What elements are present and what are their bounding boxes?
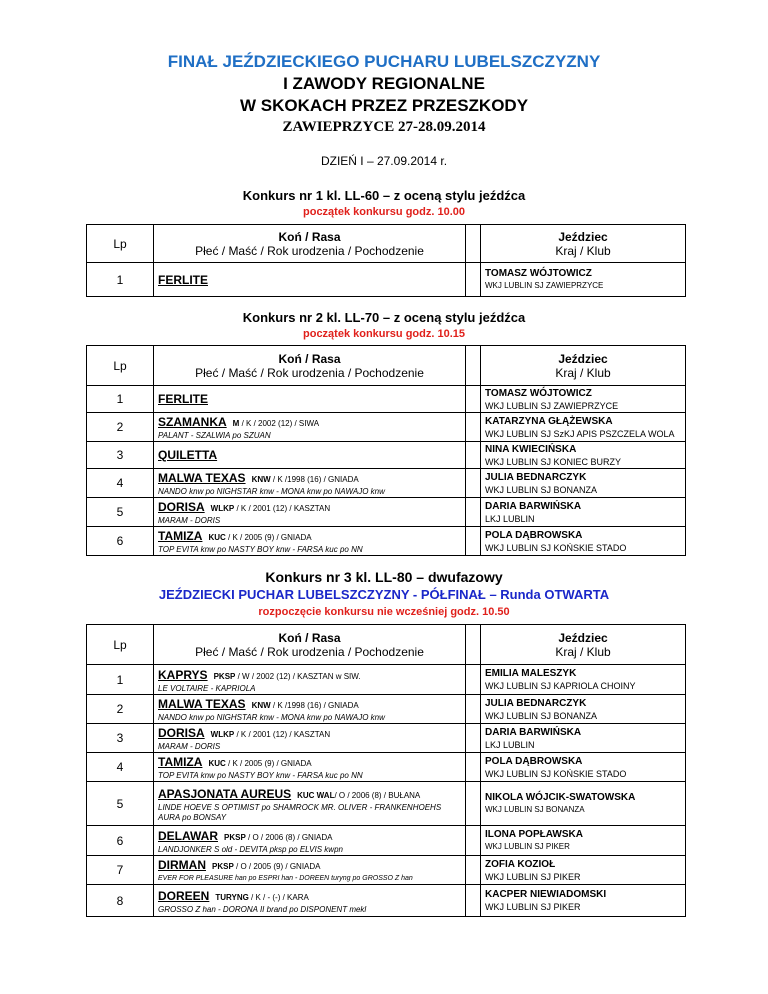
- rider-club: WKJ LUBLIN SJ ZAWIEPRZYCE: [485, 281, 604, 290]
- table-header-row: [87, 225, 686, 263]
- competition-1-title: Konkurs nr 1 kl. LL-60 – z oceną stylu jeźdźca: [242, 188, 526, 203]
- competition-3-table: [86, 624, 686, 917]
- table-row: 6 TAMIZA KUC / K / 2005 (9) / GNIADA TOP EVITA knw po NASTY BOY knw - FARSA kuc po NN POLA DĄBROWSKA WKJ LUBLIN SJ KOŃSKIE STADO: [87, 527, 686, 556]
- table-row: 8 DOREEN TURYNG / K / - (-) / KARA GROSSO Z han - DORONA II brand po DISPONENT mekl KACPER NIEWIADOMSKI WKJ LUBLIN SJ PIKER: [87, 885, 686, 917]
- title-line-3: W SKOKACH PRZEZ PRZESZKODY: [239, 96, 529, 115]
- horse-header: Koń / Rasa Płeć / Maść / Rok urodzenia / Pochodzenie: [154, 225, 466, 263]
- table-row: 1 FERLITE TOMASZ WÓJTOWICZ WKJ LUBLIN SJ ZAWIEPRZYCE: [87, 263, 686, 297]
- table-row: 5 DORISA WLKP / K / 2001 (12) / KASZTAN MARAM - DORIS DARIA BARWIŃSKA LKJ LUBLIN: [87, 498, 686, 527]
- table-row: 5 APASJONATA AUREUS KUC WAL/ O / 2006 (8) / BUŁANA LINDE HOEVE S OPTIMIST po SHAMROCK MR. OLIVER - FRANKENHOEHS AURA po BONSAY NIKOLA WÓJCIK-SWATOWSKA WKJ LUBLIN SJ BONANZA: [87, 782, 686, 826]
- table-row: 2 SZAMANKA M / K / 2002 (12) / SIWA PALANT - SZALWIA po SZUAN KATARZYNA GŁĄŻEWSKA WKJ LUBLIN SJ SzKJ APIS PSZCZELA WOLA: [87, 413, 686, 442]
- table-row: 2 MALWA TEXAS KNW / K /1998 (16) / GNIADA NANDO knw po NIGHSTAR knw - MONA knw po NAWAJO knw JULIA BEDNARCZYK WKJ LUBLIN SJ BONANZA: [87, 695, 686, 724]
- rider-name: TOMASZ WÓJTOWICZ: [485, 268, 592, 279]
- table-row: 4 MALWA TEXAS KNW / K /1998 (16) / GNIADA NANDO knw po NIGHSTAR knw - MONA knw po NAWAJO knw JULIA BEDNARCZYK WKJ LUBLIN SJ BONANZA: [87, 469, 686, 498]
- horse-name: FERLITE: [158, 272, 208, 287]
- title-line-4: ZAWIEPRZYCE 27-28.09.2014: [282, 119, 486, 135]
- competition-1-start: początek konkursu godz. 10.00: [303, 206, 465, 218]
- table-row: 7 DIRMAN PKSP / O / 2005 (9) / GNIADA EVER FOR PLEASURE han po ESPRI han - DOREEN turyng po GROSSO Z han ZOFIA KOZIOŁ WKJ LUBLIN SJ PIKER: [87, 856, 686, 885]
- title-line-1: FINAŁ JEŹDZIECKIEGO PUCHARU LUBELSZCZYZNY: [167, 52, 601, 71]
- title-line-2: I ZAWODY REGIONALNE: [283, 74, 485, 93]
- table-row: 3 DORISA WLKP / K / 2001 (12) / KASZTAN MARAM - DORIS DARIA BARWIŃSKA LKJ LUBLIN: [87, 724, 686, 753]
- lp-header: Lp: [87, 225, 154, 263]
- competition-3-title: Konkurs nr 3 kl. LL-80 – dwufazowy: [265, 569, 503, 585]
- competition-2-table: [86, 345, 686, 556]
- table-row: 1 KAPRYS PKSP / W / 2002 (12) / KASZTAN w SIW. LE VOLTAIRE - KAPRIOLA EMILIA MALESZYK WKJ LUBLIN SJ KAPRIOLA CHOINY: [87, 665, 686, 695]
- rider-header: Jeździec Kraj / Klub: [481, 225, 686, 263]
- competition-2-title: Konkurs nr 2 kl. LL-70 – z oceną stylu jeźdźca: [242, 310, 526, 325]
- table-row: 1 FERLITE TOMASZ WÓJTOWICZ WKJ LUBLIN SJ ZAWIEPRZYCE: [87, 386, 686, 413]
- table-header-row: Lp Koń / Rasa Płeć / Maść / Rok urodzenia / Pochodzenie Jeździec Kraj / Klub: [87, 346, 686, 386]
- table-row: 4 TAMIZA KUC / K / 2005 (9) / GNIADA TOP EVITA knw po NASTY BOY knw - FARSA kuc po NN POLA DĄBROWSKA WKJ LUBLIN SJ KOŃSKIE STADO: [87, 753, 686, 782]
- day-label: DZIEŃ I – 27.09.2014 r.: [320, 154, 448, 168]
- competition-3-subtitle: JEŹDZIECKI PUCHAR LUBELSZCZYZNY - PÓŁFINAŁ – Runda OTWARTA: [158, 587, 610, 602]
- table-row: 3 QUILETTA NINA KWIECIŃSKA WKJ LUBLIN SJ KONIEC BURZY: [87, 442, 686, 469]
- table-row: 6 DELAWAR PKSP / O / 2006 (8) / GNIADA LANDJONKER S old - DEVITA pksp po ELVIS kwpn ILONA POPŁAWSKA WKJ LUBLIN SJ PIKER: [87, 826, 686, 856]
- competition-2-start: początek konkursu godz. 10.15: [303, 328, 465, 340]
- competition-1-table: [86, 224, 686, 297]
- competition-3-start: rozpoczęcie konkursu nie wcześniej godz. 10.50: [258, 606, 510, 618]
- table-header-row: Lp Koń / Rasa Płeć / Maść / Rok urodzenia / Pochodzenie Jeździec Kraj / Klub: [87, 625, 686, 665]
